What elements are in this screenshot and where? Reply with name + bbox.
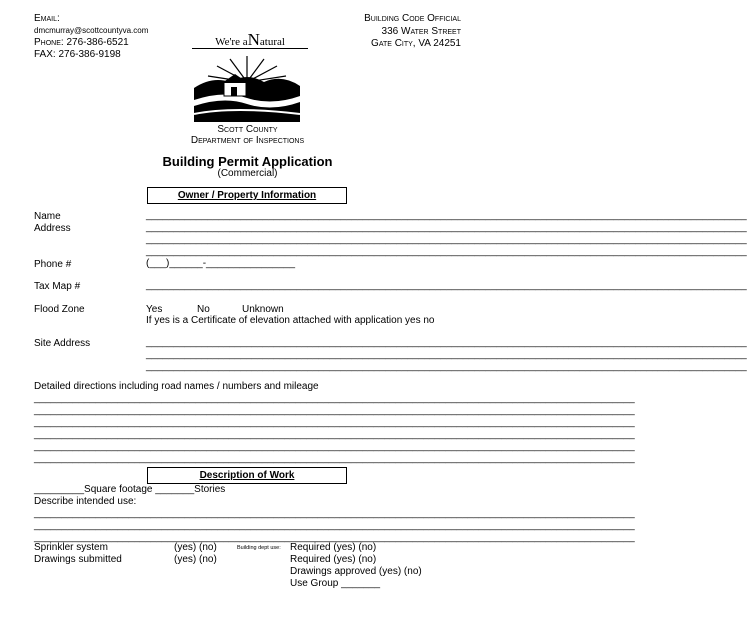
- site-address-label: Site Address: [34, 338, 91, 349]
- directions-line-3[interactable]: ____________________________________________________________________________________________________________: [34, 417, 635, 428]
- flood-zone-label: Flood Zone: [34, 304, 85, 315]
- owner-section-header: [147, 187, 347, 204]
- form-title: Building Permit Application: [162, 154, 333, 169]
- office-city: Gate City, VA 24251: [371, 38, 461, 49]
- email-label: Email:: [34, 13, 60, 24]
- form-subtitle: (Commercial): [217, 168, 278, 179]
- directions-line-4[interactable]: ____________________________________________________________________________________________________________: [34, 429, 635, 440]
- sqft-stories-line[interactable]: _________Square footage _______Stories: [34, 484, 226, 495]
- drawings-approved[interactable]: Drawings approved (yes) (no): [290, 566, 422, 577]
- email-address[interactable]: dmcmurray@scottcountyva.com: [34, 26, 149, 35]
- describe-line-1[interactable]: ____________________________________________________________________________________________________________: [34, 508, 635, 519]
- work-section-title: Description of Work: [199, 470, 295, 481]
- phone-field[interactable]: (___)______-________________: [146, 258, 296, 269]
- site-address-field-1[interactable]: ____________________________________________________________________________________________________________: [146, 337, 747, 348]
- owner-section-title: Owner / Property Information: [177, 190, 317, 201]
- drawings-submitted-options[interactable]: (yes) (no): [174, 554, 217, 565]
- name-field[interactable]: ____________________________________________________________________________________________________________: [146, 210, 747, 221]
- directions-line-2[interactable]: ____________________________________________________________________________________________________________: [34, 405, 635, 416]
- fax-line: FAX: 276-386-9198: [34, 49, 121, 60]
- directions-line-1[interactable]: ____________________________________________________________________________________________________________: [34, 393, 635, 404]
- sprinkler-label: Sprinkler system: [34, 542, 108, 553]
- describe-use-label: Describe intended use:: [34, 496, 137, 507]
- address-field-3[interactable]: ____________________________________________________________________________________________________________: [146, 246, 747, 257]
- taxmap-label: Tax Map #: [34, 281, 81, 292]
- logo-text: We're aNatural: [215, 30, 285, 49]
- county-name: Scott County: [217, 124, 278, 135]
- flood-unknown-option[interactable]: Unknown: [242, 304, 284, 315]
- official-title: Building Code Official: [364, 13, 461, 24]
- site-address-field-2[interactable]: ____________________________________________________________________________________________________________: [146, 349, 747, 360]
- drawings-submitted-label: Drawings submitted: [34, 554, 122, 565]
- dept-use-label: Building dept use:: [237, 545, 281, 551]
- phone-label: Phone #: [34, 259, 72, 270]
- address-field-2[interactable]: ____________________________________________________________________________________________________________: [146, 234, 747, 245]
- describe-line-3[interactable]: ____________________________________________________________________________________________________________: [34, 532, 635, 543]
- name-label: Name: [34, 211, 61, 222]
- describe-line-2[interactable]: ____________________________________________________________________________________________________________: [34, 520, 635, 531]
- logo-underline: [192, 48, 308, 49]
- office-street: 336 Water Street: [381, 26, 461, 37]
- flood-yes-option[interactable]: Yes: [146, 304, 163, 315]
- directions-line-6[interactable]: ____________________________________________________________________________________________________________: [34, 453, 635, 464]
- directions-label: Detailed directions including road names / numbers and mileage: [34, 381, 319, 392]
- phone-line: Phone: 276-386-6521: [34, 37, 129, 48]
- address-label: Address: [34, 223, 71, 234]
- flood-no-option[interactable]: No: [197, 304, 210, 315]
- use-group[interactable]: Use Group _______: [290, 578, 381, 589]
- directions-line-5[interactable]: ____________________________________________________________________________________________________________: [34, 441, 635, 452]
- required-1[interactable]: Required (yes) (no): [290, 542, 377, 553]
- work-section-header: [147, 467, 347, 484]
- sprinkler-options[interactable]: (yes) (no): [174, 542, 217, 553]
- flood-certificate-note: If yes is a Certificate of elevation attached with application yes no: [146, 315, 435, 326]
- department-name: Department of Inspections: [190, 135, 305, 146]
- address-field-1[interactable]: ____________________________________________________________________________________________________________: [146, 222, 747, 233]
- taxmap-field[interactable]: ____________________________________________________________________________________________________________: [146, 280, 747, 291]
- county-seal-icon: [184, 52, 310, 122]
- required-2[interactable]: Required (yes) (no): [290, 554, 377, 565]
- site-address-field-3[interactable]: ____________________________________________________________________________________________________________: [146, 361, 747, 372]
